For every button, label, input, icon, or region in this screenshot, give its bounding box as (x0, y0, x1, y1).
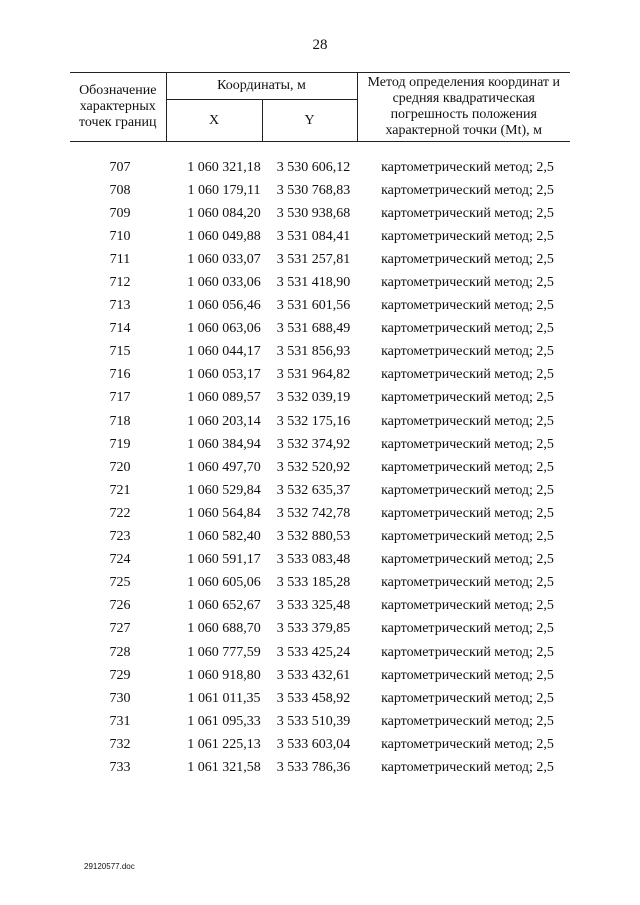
cell-x: 1 060 033,07 (187, 251, 261, 267)
table-row (70, 179, 570, 202)
table-row (70, 595, 570, 618)
cell-x: 1 060 591,17 (187, 552, 261, 568)
cell-y: 3 531 856,93 (276, 344, 351, 360)
cell-point: 727 (109, 621, 131, 637)
cell-point: 733 (109, 759, 131, 775)
cell-point: 711 (109, 251, 131, 267)
cell-x: 1 060 033,06 (187, 275, 261, 291)
table-row (70, 641, 570, 664)
table-row (70, 248, 570, 271)
cell-method: картометрический метод; 2,5 (381, 298, 554, 314)
cell-y: 3 530 768,83 (276, 182, 351, 198)
cell-point: 717 (109, 390, 131, 406)
cell-x: 1 061 011,35 (187, 690, 261, 706)
cell-method: картометрический метод; 2,5 (381, 275, 554, 291)
coordinates-table (70, 72, 570, 780)
cell-method: картометрический метод; 2,5 (381, 598, 554, 614)
cell-x: 1 061 321,58 (187, 759, 261, 775)
cell-y: 3 531 964,82 (276, 367, 351, 383)
cell-method: картометрический метод; 2,5 (381, 413, 554, 429)
table-row (70, 271, 570, 294)
footer-filename: 29120577.doc (84, 862, 135, 871)
cell-x: 1 060 384,94 (187, 436, 261, 452)
cell-y: 3 532 175,16 (276, 413, 351, 429)
cell-point: 710 (109, 228, 131, 244)
cell-method: картометрический метод; 2,5 (381, 644, 554, 660)
table-row (70, 410, 570, 433)
table-row (70, 479, 570, 502)
table-row (70, 225, 570, 248)
cell-x: 1 060 049,88 (187, 228, 261, 244)
cell-method: картометрический метод; 2,5 (381, 713, 554, 729)
cell-x: 1 060 918,80 (187, 667, 261, 683)
cell-x: 1 060 056,46 (187, 298, 261, 314)
cell-method: картометрический метод; 2,5 (381, 621, 554, 637)
table-row (70, 387, 570, 410)
cell-x: 1 061 095,33 (187, 713, 261, 729)
cell-point: 726 (109, 598, 131, 614)
cell-method: картометрический метод; 2,5 (381, 529, 554, 545)
cell-x: 1 060 564,84 (187, 505, 261, 521)
cell-x: 1 060 582,40 (187, 529, 261, 545)
cell-x: 1 060 777,59 (187, 644, 261, 660)
cell-point: 728 (109, 644, 131, 660)
table-row (70, 549, 570, 572)
cell-point: 714 (109, 321, 131, 337)
table-row (70, 687, 570, 710)
cell-y: 3 531 418,90 (276, 275, 351, 291)
cell-method: картометрический метод; 2,5 (381, 436, 554, 452)
cell-y: 3 532 520,92 (276, 459, 351, 475)
cell-y: 3 532 039,19 (276, 390, 351, 406)
table-row (70, 733, 570, 756)
cell-y: 3 533 083,48 (276, 552, 351, 568)
cell-x: 1 060 053,17 (187, 367, 261, 383)
cell-x: 1 060 497,70 (187, 459, 261, 475)
cell-y: 3 531 688,49 (276, 321, 351, 337)
cell-method: картометрический метод; 2,5 (381, 390, 554, 406)
table-row (70, 295, 570, 318)
cell-y: 3 533 603,04 (276, 736, 351, 752)
cell-x: 1 060 688,70 (187, 621, 261, 637)
cell-y: 3 532 742,78 (276, 505, 351, 521)
table-row (70, 142, 570, 180)
cell-point: 707 (109, 159, 131, 175)
cell-y: 3 530 938,68 (276, 205, 351, 221)
cell-y: 3 533 432,61 (276, 667, 351, 683)
table-row (70, 572, 570, 595)
cell-point: 720 (109, 459, 131, 475)
table-row (70, 433, 570, 456)
cell-method: картометрический метод; 2,5 (381, 482, 554, 498)
table-row (70, 456, 570, 479)
cell-point: 713 (109, 298, 131, 314)
cell-y: 3 532 635,37 (276, 482, 351, 498)
cell-method: картометрический метод; 2,5 (381, 251, 554, 267)
cell-point: 716 (109, 367, 131, 383)
cell-method: картометрический метод; 2,5 (381, 182, 554, 198)
cell-y: 3 533 510,39 (276, 713, 351, 729)
cell-method: картометрический метод; 2,5 (381, 759, 554, 775)
cell-x: 1 060 652,67 (187, 598, 261, 614)
cell-x: 1 060 529,84 (187, 482, 261, 498)
cell-method: картометрический метод; 2,5 (381, 228, 554, 244)
cell-method: картометрический метод; 2,5 (381, 505, 554, 521)
cell-method: картометрический метод; 2,5 (381, 159, 554, 175)
cell-y: 3 532 374,92 (276, 436, 351, 452)
cell-y: 3 533 425,24 (276, 644, 351, 660)
cell-x: 1 060 321,18 (187, 159, 261, 175)
header-y: Y (262, 100, 357, 142)
cell-y: 3 531 601,56 (276, 298, 351, 314)
cell-x: 1 060 089,57 (187, 390, 261, 406)
cell-y: 3 533 185,28 (276, 575, 351, 591)
cell-point: 718 (109, 413, 131, 429)
cell-method: картометрический метод; 2,5 (381, 459, 554, 475)
table-row (70, 341, 570, 364)
table-row (70, 756, 570, 779)
cell-x: 1 060 063,06 (187, 321, 261, 337)
cell-method: картометрический метод; 2,5 (381, 367, 554, 383)
cell-point: 719 (109, 436, 131, 452)
cell-point: 731 (109, 713, 131, 729)
table-row (70, 664, 570, 687)
header-coordinates: Координаты, м (166, 73, 357, 100)
cell-point: 715 (109, 344, 131, 360)
table-row (70, 710, 570, 733)
cell-point: 712 (109, 275, 131, 291)
cell-y: 3 531 257,81 (276, 251, 351, 267)
cell-y: 3 533 379,85 (276, 621, 351, 637)
cell-y: 3 530 606,12 (276, 159, 351, 175)
table-row (70, 364, 570, 387)
cell-x: 1 060 605,06 (187, 575, 261, 591)
cell-y: 3 532 880,53 (276, 529, 351, 545)
cell-point: 732 (109, 736, 131, 752)
cell-x: 1 060 084,20 (187, 205, 261, 221)
table-body (70, 142, 570, 780)
cell-point: 708 (109, 182, 131, 198)
cell-point: 724 (109, 552, 131, 568)
cell-y: 3 531 084,41 (276, 228, 351, 244)
header-x: X (166, 100, 262, 142)
cell-y: 3 533 325,48 (276, 598, 351, 614)
cell-method: картометрический метод; 2,5 (381, 690, 554, 706)
cell-point: 722 (109, 505, 131, 521)
cell-method: картометрический метод; 2,5 (381, 736, 554, 752)
cell-x: 1 060 179,11 (187, 182, 261, 198)
cell-point: 709 (109, 205, 131, 221)
cell-method: картометрический метод; 2,5 (381, 667, 554, 683)
cell-method: картометрический метод; 2,5 (381, 321, 554, 337)
cell-method: картометрический метод; 2,5 (381, 205, 554, 221)
cell-method: картометрический метод; 2,5 (381, 575, 554, 591)
cell-method: картометрический метод; 2,5 (381, 344, 554, 360)
cell-x: 1 061 225,13 (187, 736, 261, 752)
table-row (70, 618, 570, 641)
cell-y: 3 533 458,92 (276, 690, 351, 706)
cell-x: 1 060 044,17 (187, 344, 261, 360)
table-header (70, 73, 570, 142)
cell-y: 3 533 786,36 (276, 759, 351, 775)
table-row (70, 318, 570, 341)
cell-x: 1 060 203,14 (187, 413, 261, 429)
table-row (70, 202, 570, 225)
header-method: Метод определения координат и средняя квадратическая погрешность положения характерной точки (Mt), м (357, 73, 570, 142)
cell-method: картометрический метод; 2,5 (381, 552, 554, 568)
table-row (70, 526, 570, 549)
table-row (70, 502, 570, 525)
header-designation: Обозначение характерных точек границ (70, 73, 166, 142)
cell-point: 723 (109, 529, 131, 545)
cell-point: 721 (109, 482, 131, 498)
cell-point: 725 (109, 575, 131, 591)
page-number: 28 (312, 37, 328, 53)
cell-point: 730 (109, 690, 131, 706)
cell-point: 729 (109, 667, 131, 683)
